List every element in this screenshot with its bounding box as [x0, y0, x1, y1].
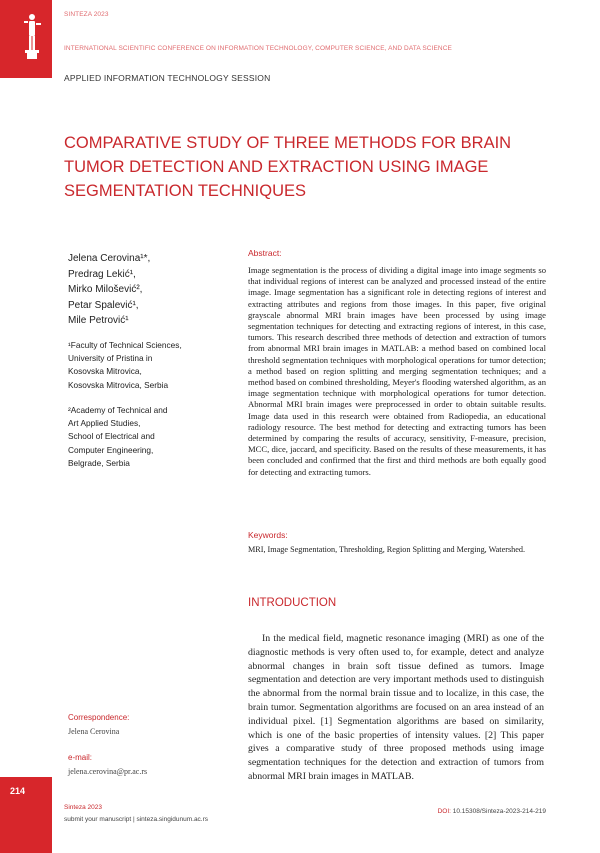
affiliation-line: University of Pristina in [68, 353, 153, 364]
correspondence-label: Correspondence: [68, 713, 130, 722]
affiliation-line: Kosovska Mitrovica, [68, 366, 142, 377]
introduction-heading: INTRODUCTION [248, 597, 337, 609]
keywords-label: Keywords: [248, 530, 288, 540]
author: Petar Spalević¹, [68, 299, 139, 311]
affiliation-line: Belgrade, Serbia [68, 457, 130, 468]
introduction-text: In the medical field, magnetic resonance imaging (MRI) as one of the diagnostic methods is very often used to, for example, detect and analyze abnormal changes in brain soft tissue defined as tumors. Image segmentation and detection are very important methods used to distinguish the abnormal from the normal brain tissue and to localize, in this case, the brain tumor. Segmentation algorithms are focused on an area instead of an individual pixel. [1] Segmentation algorithms are based on similarity, which is one of the basic properties of intensity values. [2] This paper gives a comparative study of three proposed methods using image segmentation techniques for the detection and extraction of tumors from abnormal MRI brain images in MATLAB. [248, 633, 544, 782]
conference-name: SINTEZA 2023 [64, 11, 109, 18]
affiliation-1 [68, 339, 182, 392]
statue-logo-icon [21, 12, 43, 62]
affiliation-2 [68, 404, 167, 470]
bottom-red-bar [0, 777, 52, 853]
page-number: 214 [10, 786, 26, 796]
author: Mile Petrović¹ [68, 315, 129, 326]
session-name: APPLIED INFORMATION TECHNOLOGY SESSION [64, 73, 271, 83]
affiliation-line: ²Academy of Technical and [68, 405, 168, 415]
doi-label: DOI: [437, 808, 451, 815]
footer-conference: Sinteza 2023 [64, 804, 102, 811]
author-list [68, 251, 150, 329]
author: Jelena Cerovina¹*, [68, 253, 151, 264]
doi [438, 808, 546, 815]
abstract-label: Abstract: [248, 248, 282, 258]
abstract-text: Image segmentation is the process of dividing a digital image into image segments so that individual regions of interest can be analyzed and processed instead of the entire image. Image segmentation has a significant role in detecting regions of interest and extracting attributes and regions from those images. In this paper, five original grayscale abnormal MRI brain images have been processed by using image segmentation techniques for detecting and extracting regions of interest, in this case, tumors. This research described three methods of detection and extraction of tumors from abnormal MRI brain images in MATLAB: a method based on combined local threshold segmentation techniques with morphological operations for tumor detection; a method based on region splitting and merging segmentation techniques; and a method based on combined thresholding, Meyer's flooding watershed algorithm, as an image segmentation technique with morphological operations for tumor detection. Abnormal MRI brain images were preprocessed in order to obtain suitable results. Image data used in this research were obtained from Radiopedia, an educational radiology resource. The best method for detecting and extracting tumors has been determined by comparing the results of accuracy, sensitivity, F-measure, precision, MCC, dice, jaccard, and specificity. Based on the results of these measurements, it has been concluded and confirmed that the first and third methods are both equally good for detecting and extracting tumors. [248, 265, 546, 477]
conference-full-name: INTERNATIONAL SCIENTIFIC CONFERENCE ON INFORMATION TECHNOLOGY, COMPUTER SCIENCE, AND DATA SCIENCE [64, 45, 452, 52]
affiliation-line: School of Electrical and [68, 431, 155, 442]
author: Mirko Milošević², [68, 284, 143, 295]
paper-title: COMPARATIVE STUDY OF THREE METHODS FOR BRAIN TUMOR DETECTION AND EXTRACTION USING IMAGE SEGMENTATION TECHNIQUES [64, 134, 512, 200]
email-label: e-mail: [68, 753, 93, 762]
doi-value[interactable]: 10.15308/Sinteza-2023-214-219 [452, 808, 546, 815]
keywords-text: MRI, Image Segmentation, Thresholding, Region Splitting and Merging, Watershed. [248, 545, 525, 554]
affiliation-line: Kosovska Mitrovica, Serbia [68, 379, 169, 390]
footer-submit-link[interactable]: submit your manuscript | sinteza.singidunum.ac.rs [64, 816, 209, 823]
email-link[interactable]: jelena.cerovina@pr.ac.rs [68, 767, 148, 776]
correspondence-name: Jelena Cerovina [68, 727, 120, 736]
author: Predrag Lekić¹, [68, 268, 136, 280]
affiliation-line: Art Applied Studies, [68, 418, 141, 429]
affiliation-line: ¹Faculty of Technical Sciences, [68, 340, 182, 350]
affiliation-line: Computer Engineering, [68, 444, 154, 455]
